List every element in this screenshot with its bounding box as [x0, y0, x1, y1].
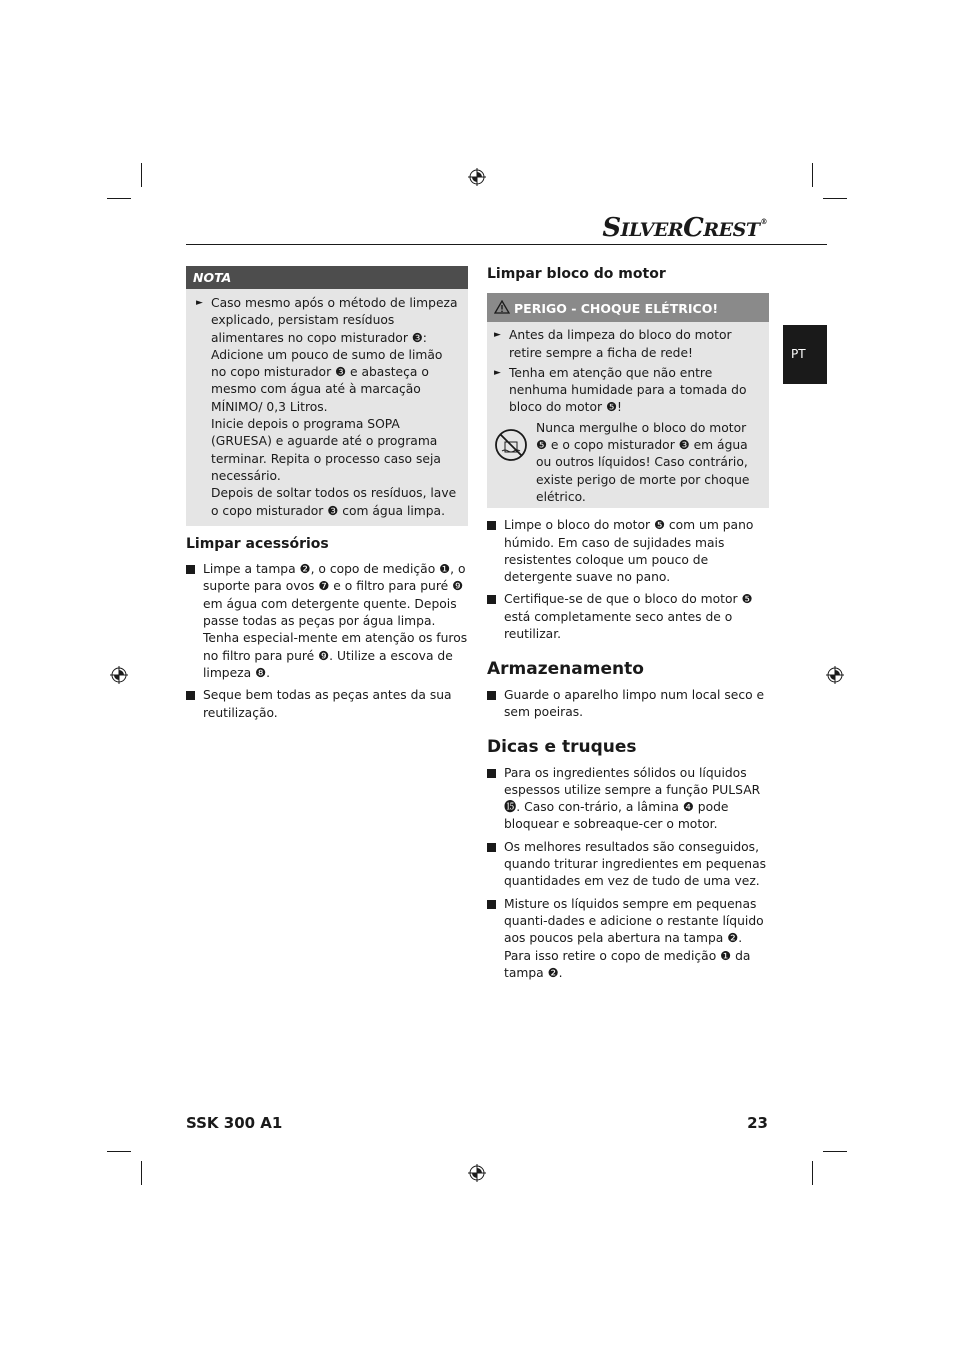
no-immersion-icon [494, 420, 528, 506]
note-item [196, 295, 458, 520]
triangle-bullet-icon: ► [494, 367, 501, 378]
square-bullet-icon [487, 843, 496, 852]
crop-mark [823, 1151, 847, 1152]
registration-mark-icon [826, 666, 844, 684]
square-bullet-icon [487, 595, 496, 604]
note-body [186, 289, 468, 526]
brand-logo: SILVERCREST® [602, 213, 767, 243]
crop-mark [107, 198, 131, 199]
crop-mark [812, 163, 813, 187]
list-item: Certifique-se de que o bloco do motor ❺ está completamente seco antes de o reutilizar. [487, 591, 769, 643]
list-item: Limpe a tampa ❷, o copo de medição ❶, o suporte para ovos ❼ e o filtro para puré ❾ em água com detergente quente. Depois passe todas as peças por água limpa. Tenha especial-mente em atenção os furos no filtro para puré ❾. Utilize a escova de limpeza ❽. [186, 561, 468, 682]
note-line: Adicione um pouco de sumo de limão no copo misturador ❸ e abasteça o mesmo com água até à marcação MÍNIMO/ 0,3 Litros. [211, 347, 443, 414]
crop-mark [141, 163, 142, 187]
list-item: Para os ingredientes sólidos ou líquidos espessos utilize sempre a função PULSAR ⓯. Caso con-trário, a lâmina ❹ pode bloquear e sobreaque-cer o motor. [487, 765, 769, 834]
warning-item: ► Antes da limpeza do bloco do motor retire sempre a ficha de rede! [494, 328, 732, 360]
warning-box [487, 293, 769, 508]
registration-mark-icon [110, 666, 128, 684]
square-bullet-icon [487, 521, 496, 530]
registration-mark-icon [468, 168, 486, 186]
crop-mark [141, 1161, 142, 1185]
footer-model: SSK 300 A1 [186, 1114, 283, 1132]
language-tab: PT [783, 325, 827, 384]
note-box [186, 266, 468, 526]
list-item: Seque bem todas as peças antes da sua reutilização. [186, 687, 468, 722]
list-item: Misture os líquidos sempre em pequenas quanti-dades e adicione o restante líquido aos poucos pela abertura na tampa ❷. Para isso retire o copo de medição ❶ da tampa ❷. [487, 896, 769, 982]
crop-mark [107, 1151, 131, 1152]
warning-heading: PERIGO - CHOQUE ELÉTRICO! [487, 293, 769, 322]
left-column [186, 266, 468, 727]
section-heading: Limpar acessórios [186, 535, 329, 552]
section-heading: Armazenamento [487, 659, 644, 680]
page-number: 23 [747, 1114, 768, 1132]
note-line: Inicie depois o programa SOPA (GRUESA) e aguarde até o programa terminar. Repita o processo caso seja necessário. [211, 417, 441, 483]
square-bullet-icon [487, 900, 496, 909]
warning-icon-row: Nunca mergulhe o bloco do motor ❺ e o copo misturador ❸ em água ou outros líquidos! Caso contrário, existe perigo de morte por choque elétrico. [494, 420, 759, 506]
square-bullet-icon [186, 565, 195, 574]
square-bullet-icon [487, 691, 496, 700]
triangle-bullet-icon: ► [196, 298, 203, 308]
registration-mark-icon [468, 1164, 486, 1182]
list-item: Os melhores resultados são conseguidos, quando triturar ingredientes em pequenas quantidades em vez de tudo de uma vez. [487, 839, 769, 891]
note-heading: NOTA [186, 266, 468, 289]
square-bullet-icon [487, 769, 496, 778]
triangle-bullet-icon: ► [494, 330, 501, 341]
square-bullet-icon [186, 691, 195, 700]
crop-mark [823, 198, 847, 199]
crop-mark [812, 1161, 813, 1185]
list-item: Guarde o aparelho limpo num local seco e sem poeiras. [487, 687, 769, 722]
header-rule [186, 244, 827, 245]
right-column [487, 266, 769, 987]
note-line: Depois de soltar todos os resíduos, lave o copo misturador ❸ com água limpa. [211, 486, 457, 518]
warning-item: ► Tenha em atenção que não entre nenhuma humidade para a tomada do bloco do motor ❺! [494, 365, 747, 415]
warning-triangle-icon [494, 300, 510, 318]
section-heading: Limpar bloco do motor [487, 266, 666, 282]
warning-body [487, 322, 769, 508]
list-item: Limpe o bloco do motor ❺ com um pano húmido. Em caso de sujidades mais resistentes coloque um pouco de detergente suave no pano. [487, 517, 769, 586]
section-heading: Dicas e truques [487, 737, 637, 758]
note-line: Caso mesmo após o método de limpeza explicado, persistam resíduos alimentares no copo misturador ❸: [211, 296, 458, 345]
